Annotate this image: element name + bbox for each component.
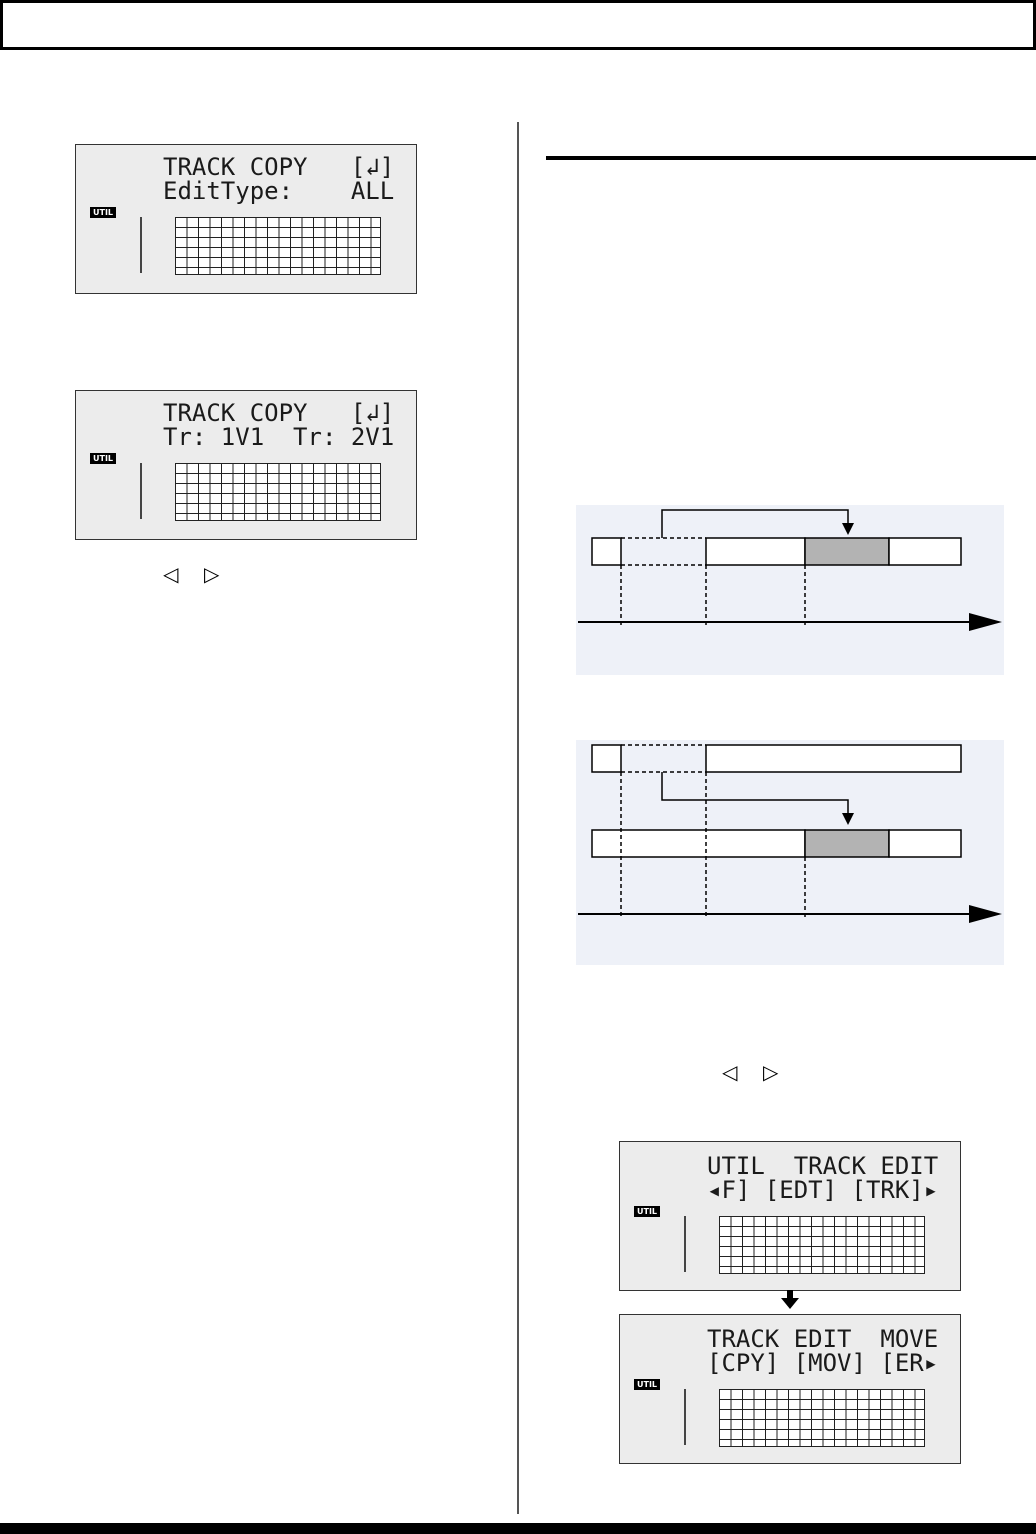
dest-block-end bbox=[889, 830, 961, 857]
dest-block-a bbox=[592, 830, 805, 857]
lcd-line-1: TRACK EDIT MOVE bbox=[707, 1325, 939, 1353]
block-start bbox=[592, 538, 621, 565]
diagram-background bbox=[576, 505, 1004, 675]
util-badge: UTIL bbox=[90, 453, 116, 464]
lcd-screen-track-edit-move bbox=[619, 1314, 961, 1464]
lcd-line-2: Tr: 1V1 Tr: 2V1 bbox=[163, 423, 395, 451]
lcd-dot-grid bbox=[719, 1216, 925, 1274]
util-badge: UTIL bbox=[634, 1206, 660, 1217]
lcd-divider-bar bbox=[140, 463, 142, 519]
lcd-dot-grid bbox=[175, 217, 381, 275]
down-arrow-icon bbox=[780, 1290, 800, 1310]
lcd-line-2: ◂F] [EDT] [TRK]▸ bbox=[707, 1176, 939, 1204]
block-white bbox=[706, 538, 805, 565]
util-badge: UTIL bbox=[634, 1379, 660, 1390]
lcd-dot-grid bbox=[719, 1389, 925, 1447]
column-divider bbox=[517, 122, 519, 1514]
page-footer-bar bbox=[0, 1523, 1036, 1534]
page-header-box bbox=[0, 0, 1036, 50]
util-badge: UTIL bbox=[90, 207, 116, 218]
lcd-line-2: [CPY] [MOV] [ER▸ bbox=[707, 1349, 939, 1377]
copy-diagram-before bbox=[576, 505, 1004, 675]
dest-block-shaded bbox=[805, 830, 889, 857]
lcd-dot-grid bbox=[175, 463, 381, 521]
lcd-screen-track-copy-edittype bbox=[75, 144, 417, 294]
block-shaded bbox=[805, 538, 889, 565]
section-rule bbox=[546, 156, 1036, 160]
block-end bbox=[889, 538, 961, 565]
cursor-right-icon: ▷ bbox=[763, 1060, 779, 1084]
lcd-screen-track-copy-tracks bbox=[75, 390, 417, 540]
lcd-line-1: TRACK COPY [↲] bbox=[163, 153, 395, 181]
lcd-line-1: TRACK COPY [↲] bbox=[163, 399, 395, 427]
cursor-left-icon: ◁ bbox=[722, 1060, 738, 1084]
source-block-rest bbox=[706, 745, 961, 772]
copy-diagram-after bbox=[576, 740, 1004, 965]
lcd-screen-util-track-edit bbox=[619, 1141, 961, 1291]
lcd-divider-bar bbox=[684, 1216, 686, 1272]
lcd-divider-bar bbox=[684, 1389, 686, 1445]
cursor-left-icon: ◁ bbox=[163, 562, 179, 586]
lcd-divider-bar bbox=[140, 217, 142, 273]
lcd-line-1: UTIL TRACK EDIT bbox=[707, 1152, 939, 1180]
cursor-right-icon: ▷ bbox=[204, 562, 220, 586]
lcd-line-2: EditType: ALL bbox=[163, 177, 395, 205]
source-block-start bbox=[592, 745, 621, 772]
